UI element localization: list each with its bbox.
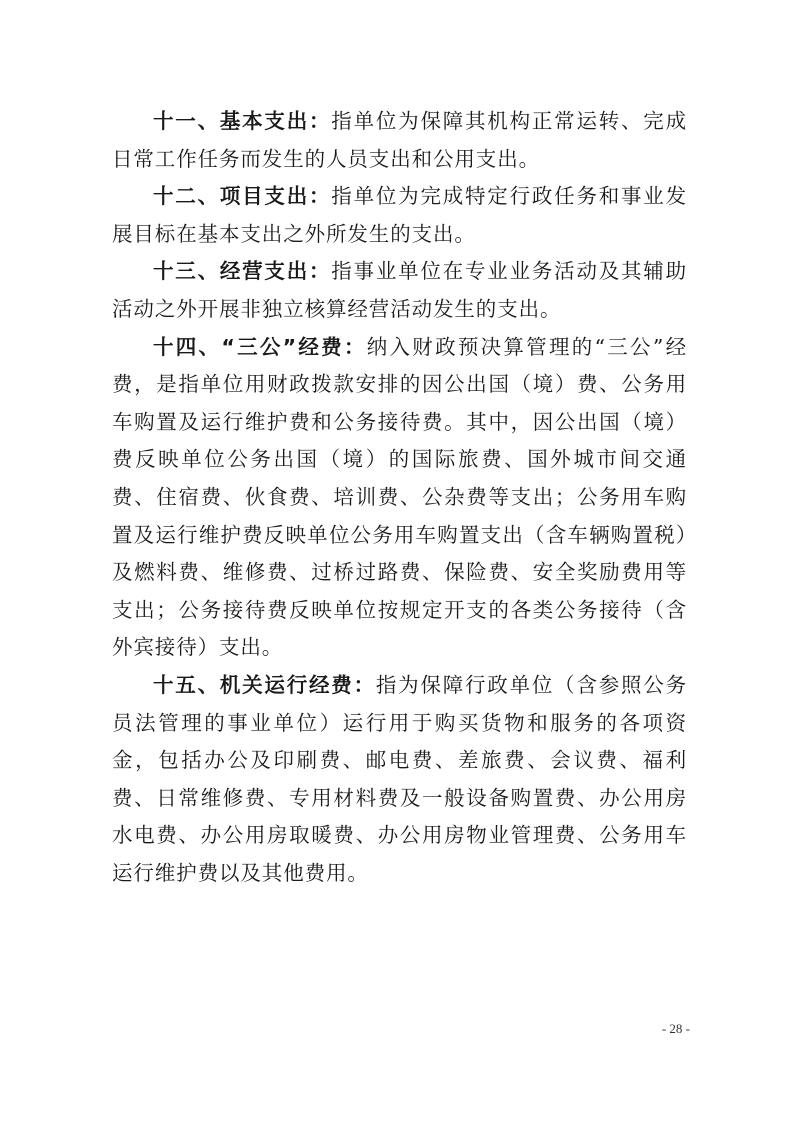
paragraph-basic-expenditure — [112, 103, 687, 178]
paragraph-operating-expenditure — [112, 253, 687, 328]
term-basic-expenditure: 十一、基本支出： — [153, 109, 332, 133]
term-three-public-expenses: 十四、“三公”经费： — [153, 334, 367, 359]
definition-basic-expenditure: 指单位为保障其机构正常运转、完成日常工作任务而发生的人员支出和公用支出。 — [112, 109, 687, 171]
definition-project-expenditure: 指单位为完成特定行政任务和事业发展目标在基本支出之外所发生的支出。 — [112, 184, 687, 246]
definition-three-public-expenses: 纳入财政预决算管理的“三公”经费，是指单位用财政拨款安排的因公出国（境）费、公务用车购置及运行维护费和公务接待费。其中，因公出国（境）费反映单位公务出国（境）的国际旅费、国外城市间交通费、住宿费、伙食费、培训费、公杂费等支出；公务用车购置及运行维护费反映单位公务用车购置支出（含车辆购置税）及燃料费、维修费、过桥过路费、保险费、安全奖励费用等支出；公务接待费反映单位按规定开支的各类公务接待（含外宾接待）支出。 — [112, 334, 687, 660]
term-agency-operating-costs: 十五、机关运行经费： — [153, 672, 376, 697]
term-operating-expenditure: 十三、经营支出： — [153, 259, 332, 284]
document-body — [112, 103, 687, 892]
paragraph-project-expenditure — [112, 178, 687, 253]
definition-agency-operating-costs: 指为保障行政单位（含参照公务员法管理的事业单位）运行用于购买货物和服务的各项资金，包括办公及印刷费、邮电费、差旅费、会议费、福利费、日常维修费、专用材料费及一般设备购置费、办公用房水电费、办公用房取暖费、办公用房物业管理费、公务用车运行维护费以及其他费用。 — [112, 672, 687, 885]
paragraph-three-public-expenses — [112, 329, 687, 667]
page-number: - 28 - — [661, 1021, 690, 1036]
term-project-expenditure: 十二、项目支出： — [153, 184, 332, 209]
definition-operating-expenditure: 指事业单位在专业业务活动及其辅助活动之外开展非独立核算经营活动发生的支出。 — [112, 259, 687, 321]
paragraph-agency-operating-costs — [112, 667, 687, 893]
